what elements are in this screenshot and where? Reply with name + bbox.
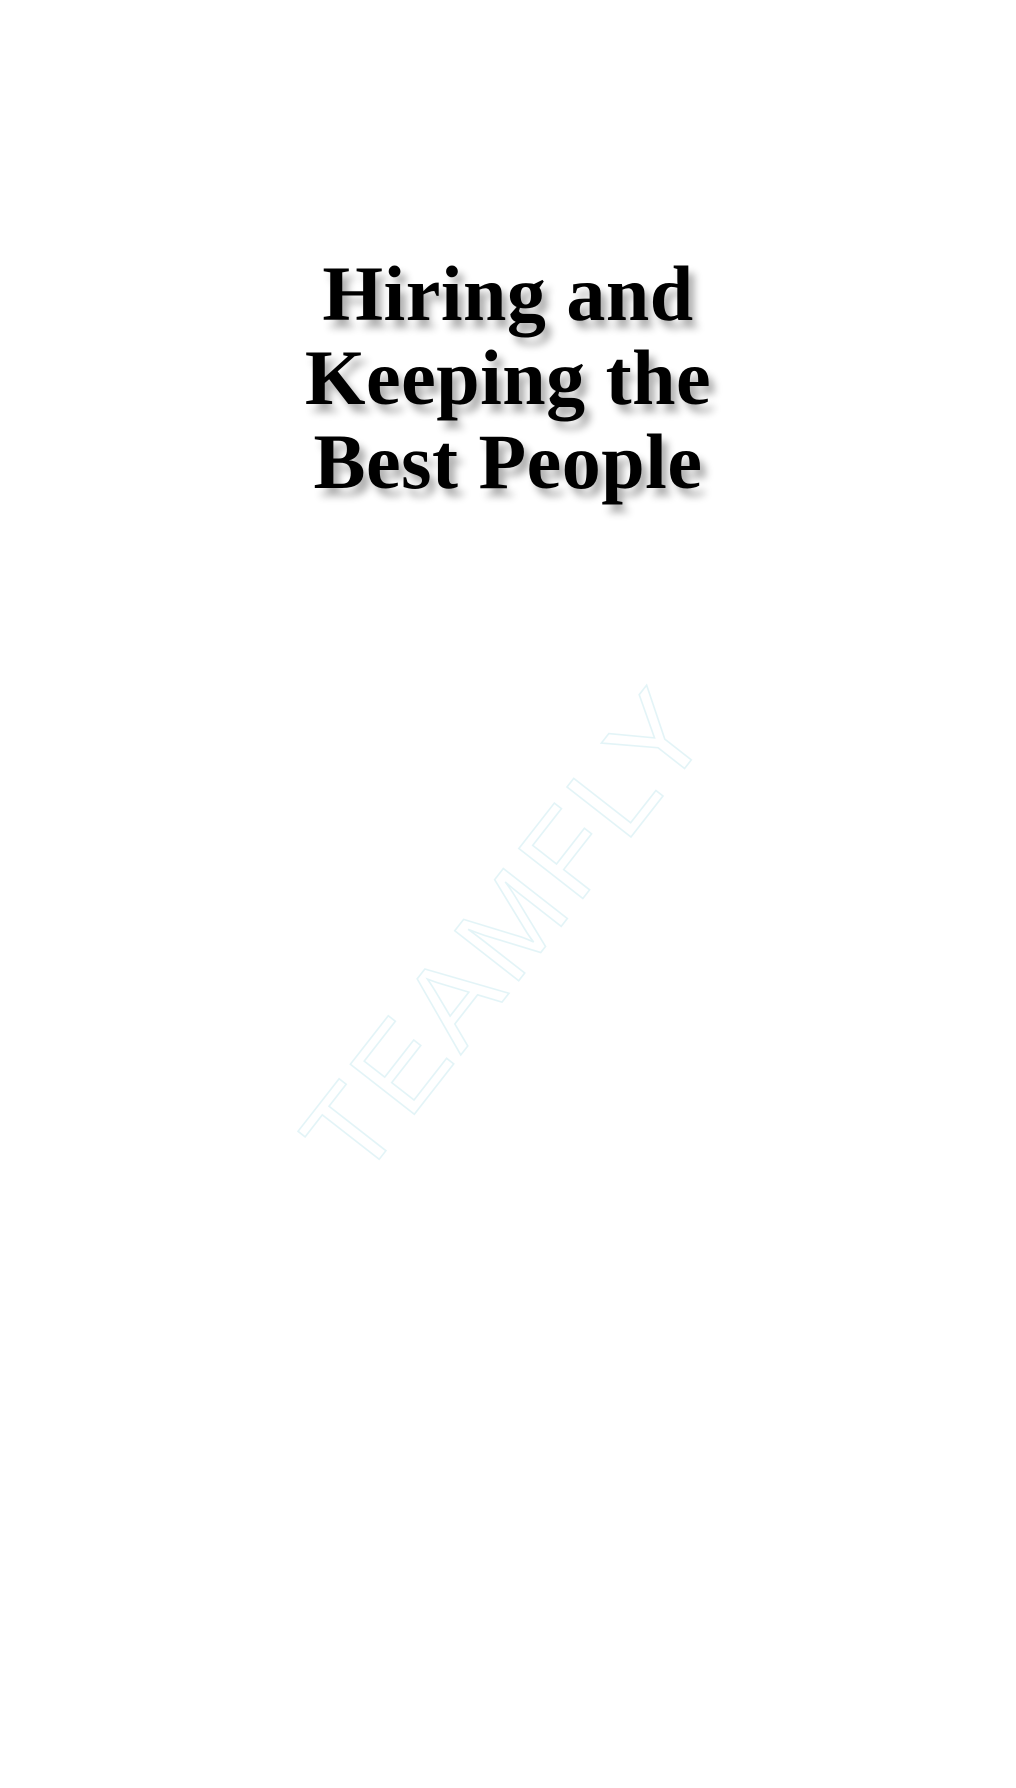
watermark-text: TEAMFLY [276, 663, 737, 1200]
book-title [0, 252, 1016, 504]
book-title-line-3: Best People [313, 418, 703, 505]
book-title-line-2: Keeping the [304, 334, 712, 421]
book-title-line-1: Hiring and [322, 250, 694, 337]
watermark [276, 663, 737, 1200]
